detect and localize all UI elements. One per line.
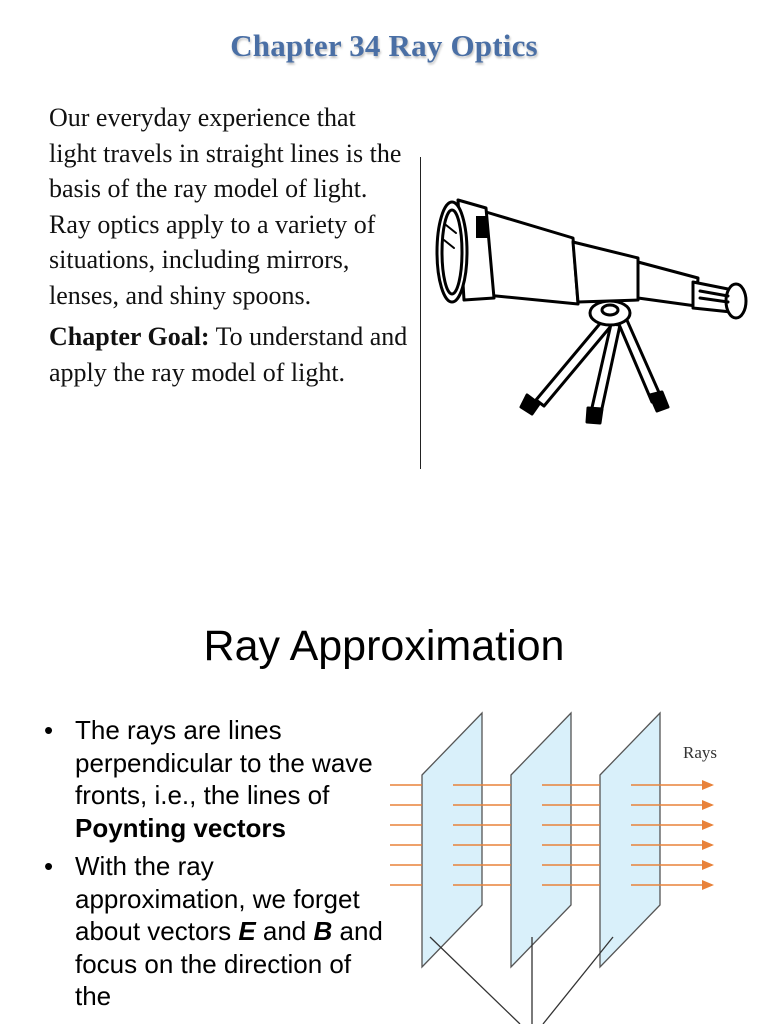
bullet2-text-1: With the ray approximation, we forget about vectors (75, 851, 360, 946)
chapter-goal-paragraph (49, 319, 409, 390)
rays-label: Rays (683, 743, 717, 762)
wave-front-diagram (385, 705, 765, 1024)
telescope-lens (437, 200, 494, 302)
telescope-tube (486, 212, 746, 318)
slide-title: Ray Approximation (203, 622, 565, 670)
bullet1-bold-text: Poynting vectors (75, 812, 286, 843)
telescope-icon (428, 190, 753, 435)
chapter-goal-label: Chapter Goal: (49, 322, 210, 351)
bullet1-text: The rays are lines perpendicular to the wave fronts, i.e., the lines of (75, 715, 373, 810)
chapter-title: Chapter 34 Ray Optics (230, 28, 538, 63)
wave-front-plane (511, 713, 571, 967)
vector-b-symbol: B (313, 916, 333, 946)
bullet2-text-2: and (255, 916, 314, 946)
intro-paragraph: Our everyday experience that light travels in straight lines is the basis of the ray model of light. Ray optics apply to a variety of situations, including mirrors, lenses, and shiny spoons. (49, 103, 402, 310)
chapter-goal-text: To understand and apply the ray model of light. (49, 322, 408, 387)
bullet-dot-icon: • (44, 715, 54, 745)
wave-front-planes (422, 713, 660, 967)
wave-front-plane (600, 713, 660, 967)
vertical-divider (420, 157, 421, 469)
bullet-item-rays-perpendicular (44, 714, 384, 844)
vector-e-symbol: E (238, 916, 256, 946)
tripod-legs (521, 318, 668, 423)
bullet-item-ray-approximation (44, 850, 384, 1013)
bullet2-text-3: and focus on the direction of the (75, 916, 383, 1011)
bullet-list (44, 714, 384, 1019)
bullet-dot-icon: • (44, 851, 54, 881)
wave-front-plane (422, 713, 482, 967)
intro-text-block (49, 100, 409, 390)
tripod-mount (590, 301, 630, 325)
